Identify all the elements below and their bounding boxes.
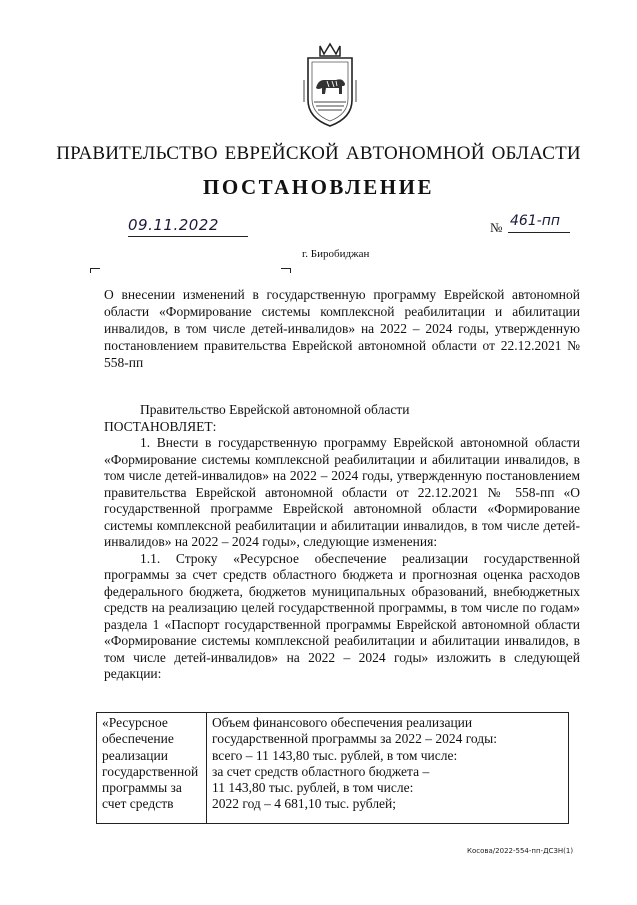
body-intro: Правительство Еврейской автономной области — [140, 402, 410, 417]
table-right-line: Объем финансового обеспечения реализации — [212, 715, 473, 730]
body-item-1-1: 1.1. Строку «Ресурсное обеспечение реализации государственной программы за счет средств областного бюджета и прогнозная оценка расходов федерального бюджета, бюджетов муниципальных образований, внебюджетных средств на реализацию целей государственной программы, в том числе по годам» раздела 1 «Паспорт государственной программы Еврейской автономной области «Формирование системы комплексной реабилитации и абилитации инвалидов, в том числе детей-инвалидов» на 2022 – 2024 годы» изложить в следующей редакции: — [104, 550, 580, 681]
body-decree: ПОСТАНОВЛЯЕТ: — [104, 418, 217, 434]
date-field — [128, 218, 248, 237]
table-right-line: 2022 год – 4 681,10 тыс. рублей; — [212, 796, 397, 812]
table-right-line: всего – 11 143,80 тыс. рублей, в том числе: — [212, 747, 458, 763]
government-title: ПРАВИТЕЛЬСТВО ЕВРЕЙСКОЙ АВТОНОМНОЙ ОБЛАСТИ — [56, 143, 581, 164]
subject-bracket-left — [90, 268, 100, 273]
document-type: ПОСТАНОВЛЕНИЕ — [203, 175, 434, 199]
document-subject: О внесении изменений в государственную программу Еврейской автономной области «Формирование системы комплексной реабилитации и абилитации инвалидов, в том числе детей-инвалидов» на 2022 – 2024 годы, утвержденную постановлением правительства Еврейской автономной области от 22.12.2021 № 558-пп — [104, 287, 580, 370]
table-right-line: государственной программы за 2022 – 2024 годы: — [212, 731, 497, 747]
city-label: г. Биробиджан — [302, 248, 370, 260]
table-left-line: «Ресурсное — [102, 715, 168, 730]
table-left-line: государственной — [102, 763, 199, 779]
table-left-line: счет средств — [102, 796, 174, 812]
document-body — [104, 402, 580, 683]
resource-table — [96, 712, 569, 824]
subject-bracket-right — [281, 268, 291, 273]
table-right-line: 11 143,80 тыс. рублей, в том числе: — [212, 780, 414, 796]
table-right-line: за счет средств областного бюджета – — [212, 763, 430, 779]
table-left-line: реализации — [102, 747, 168, 763]
table-row — [97, 713, 569, 824]
document-number: 461-пп — [510, 213, 561, 229]
footer-reference: Косова/2022-554-пп-ДСЗН(1) — [467, 847, 574, 855]
table-left-line: обеспечение — [102, 731, 174, 747]
body-item-1: 1. Внести в государственную программу Еврейской автономной области «Формирование системы комплексной реабилитации и абилитации инвалидов, в том числе детей-инвалидов» на 2022 – 2024 годы, утвержденную постановлением правительства Еврейской автономной области от 22.12.2021 № 558-пп «О государственной программе Еврейской автономной области «Формирование системы комплексной реабилитации и абилитации инвалидов, в том числе детей-инвалидов» на 2022 – 2024 годы», следующие изменения: — [104, 435, 580, 549]
number-field — [508, 213, 570, 233]
number-sign: № — [490, 220, 503, 235]
table-cell-value — [207, 713, 569, 824]
table-cell-label — [97, 713, 207, 824]
document-date: 09.11.2022 — [128, 216, 219, 234]
coat-of-arms-tiger-icon — [298, 40, 362, 130]
table-left-line: программы за — [102, 780, 182, 796]
